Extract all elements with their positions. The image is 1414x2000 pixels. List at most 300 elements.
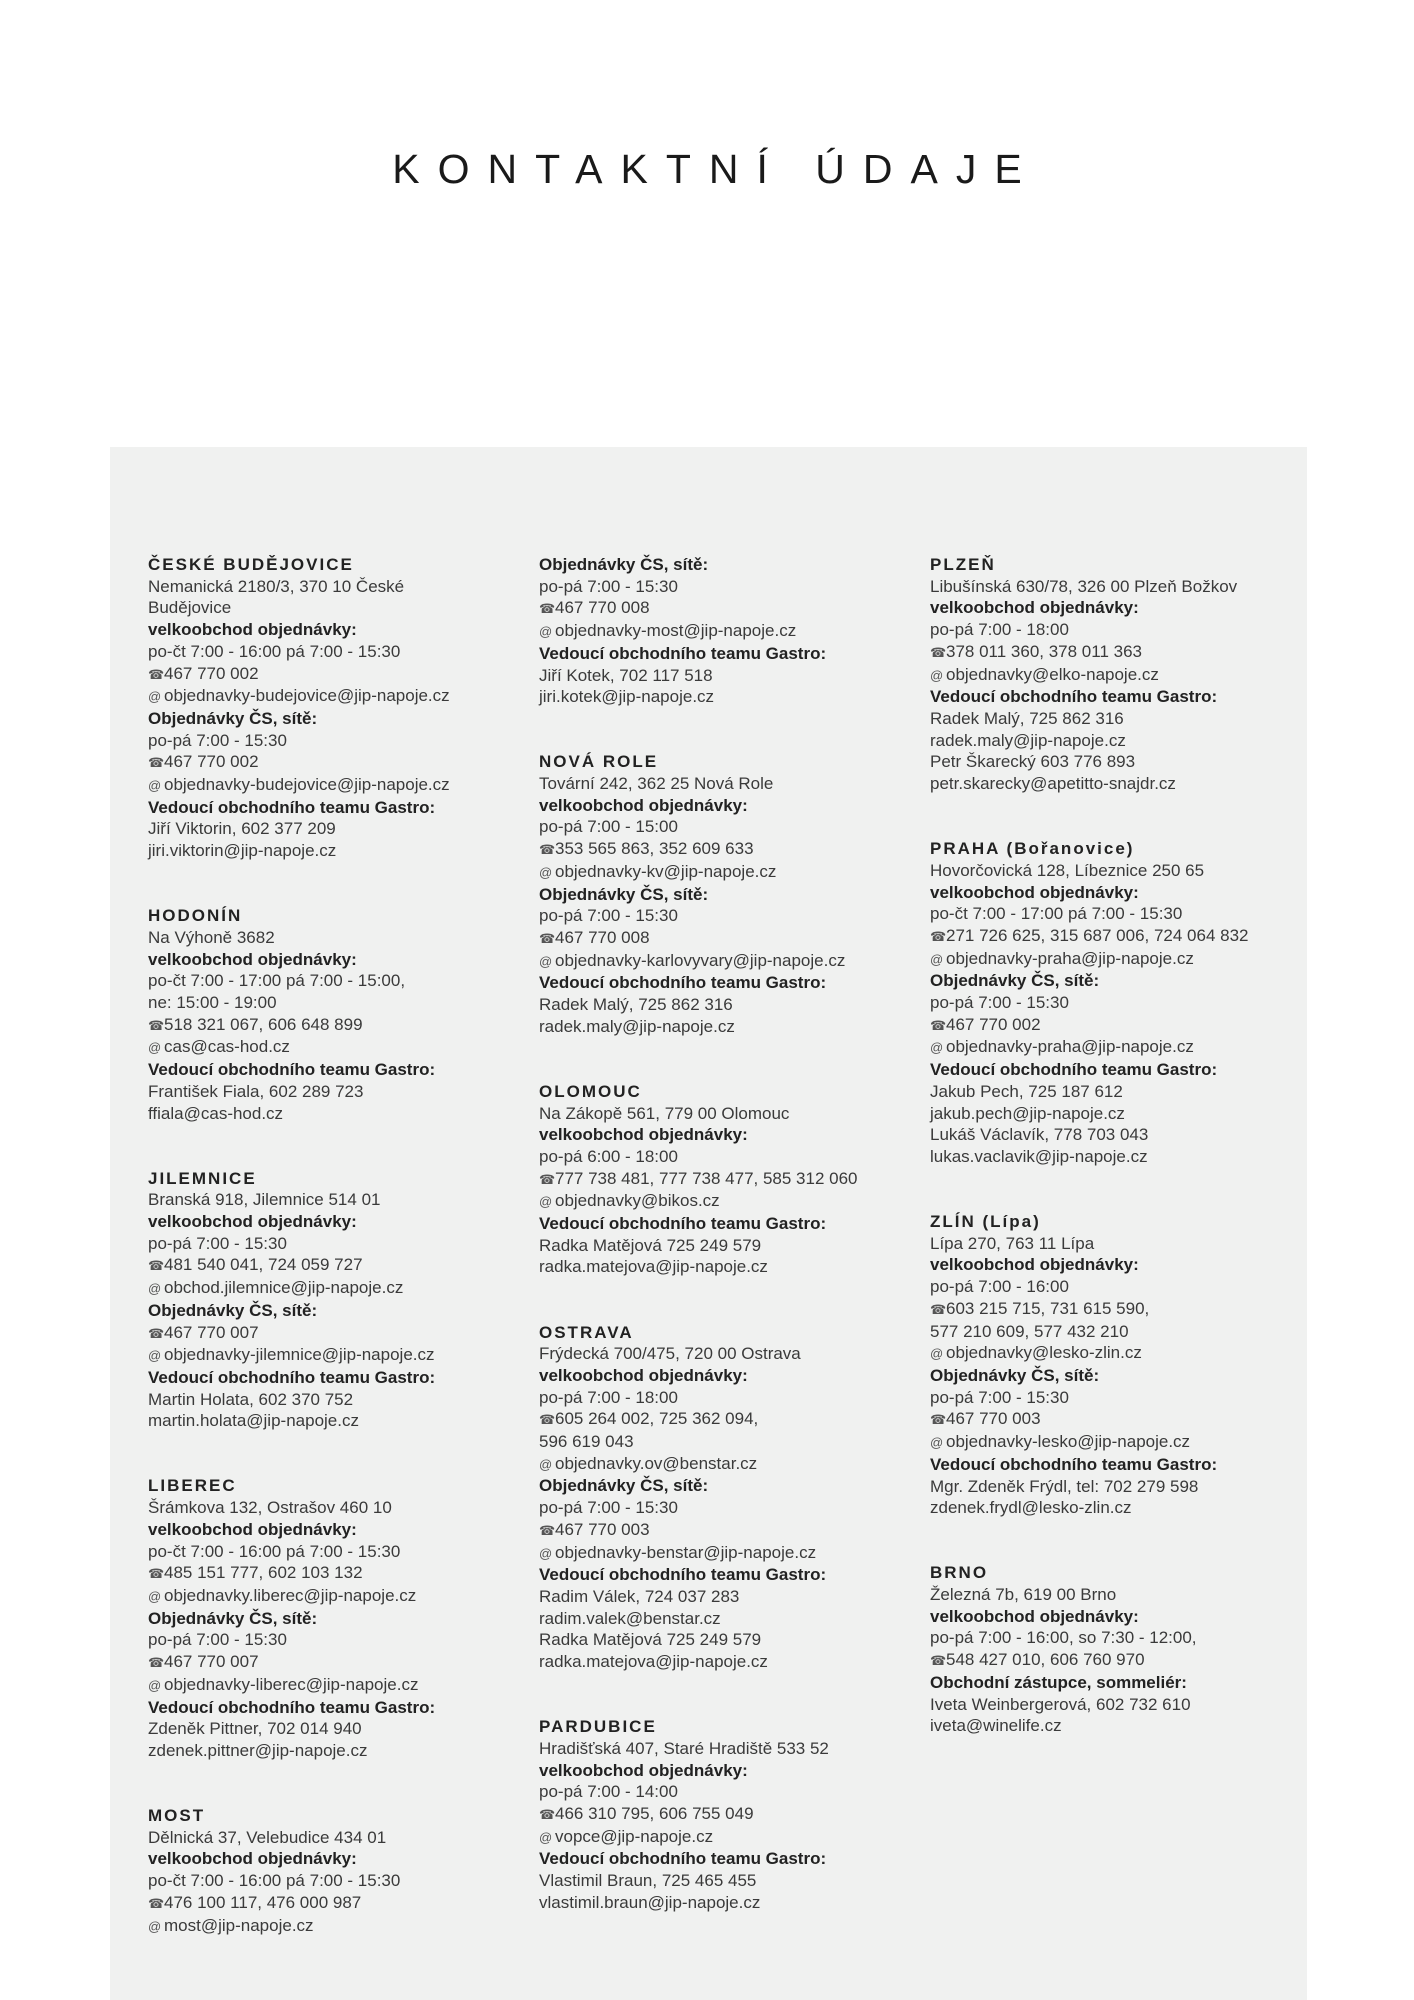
info-line (148, 1740, 528, 1762)
phone-icon: ☎ (148, 1895, 165, 1911)
contacts-column-1 (148, 554, 528, 1981)
email-line[interactable] (148, 1915, 528, 1938)
section-label (539, 643, 919, 665)
info-line-text: jiri.kotek@jip-napoje.cz (539, 687, 715, 707)
info-line-text: po-čt 7:00 - 16:00 pá 7:00 - 15:30 (148, 1541, 401, 1561)
info-line (930, 619, 1310, 641)
branch-name (539, 1716, 919, 1738)
info-line (148, 1827, 528, 1849)
section-label-text: Vedoucí obchodního teamu Gastro: (539, 1565, 827, 1585)
phone-line[interactable] (148, 663, 528, 686)
info-line-text: radka.matejova@jip-napoje.cz (539, 1257, 768, 1277)
page-title: KONTAKTNÍ ÚDAJE (392, 146, 1040, 192)
section-label-text: velkoobchod objednávky: (930, 882, 1139, 902)
info-line-text: Mgr. Zdeněk Frýdl, tel: 702 279 598 (930, 1476, 1199, 1496)
section-label (930, 1454, 1310, 1476)
info-line-text: zdenek.frydl@lesko-zlin.cz (930, 1498, 1132, 1518)
info-line-text: po-pá 7:00 - 15:30 (539, 576, 678, 596)
email-line[interactable] (148, 1585, 528, 1608)
section-label-text: Vedoucí obchodního teamu Gastro: (148, 1367, 436, 1387)
info-line (539, 1586, 919, 1608)
info-line (539, 1431, 919, 1453)
info-line (148, 1629, 528, 1651)
phone-icon: ☎ (930, 1412, 947, 1428)
section-label (930, 1606, 1310, 1628)
info-line (148, 641, 528, 663)
section-label-text: Objednávky ČS, sítě: (539, 1476, 709, 1496)
phone-icon: ☎ (539, 1171, 556, 1187)
info-line-text: Iveta Weinbergerová, 602 732 610 (930, 1694, 1191, 1714)
phone-line[interactable] (148, 751, 528, 774)
section-label-text: Vedoucí obchodního teamu Gastro: (539, 643, 827, 663)
phone-line[interactable] (539, 1408, 919, 1431)
section-label-text: velkoobchod objednávky: (539, 1365, 748, 1385)
info-line (539, 1781, 919, 1803)
info-line-text: Železná 7b, 619 00 Brno (930, 1585, 1117, 1604)
phone-line-text: 353 565 863, 352 609 633 (555, 839, 754, 859)
contact-block (148, 1168, 528, 1432)
section-label (539, 1564, 919, 1586)
section-label-text: velkoobchod objednávky: (539, 795, 748, 815)
phone-line[interactable] (539, 927, 919, 950)
info-line-text: po-čt 7:00 - 16:00 pá 7:00 - 15:30 (148, 641, 401, 661)
branch-name (148, 905, 528, 927)
email-line[interactable] (539, 950, 919, 973)
email-line[interactable] (148, 1674, 528, 1697)
branch-name (148, 1475, 528, 1497)
section-label-text: Vedoucí obchodního teamu Gastro: (148, 1060, 436, 1080)
info-line (930, 773, 1310, 795)
info-line-text: Hovorčovická 128, Líbeznice 250 65 (930, 860, 1205, 880)
phone-line[interactable] (148, 1322, 528, 1345)
phone-icon: ☎ (930, 1017, 947, 1033)
info-line-text: Jiří Kotek, 702 117 518 (539, 665, 713, 685)
section-label (539, 1475, 919, 1497)
section-label (930, 970, 1310, 992)
email-icon: @ (539, 1545, 553, 1561)
branch-name-text: JILEMNICE (148, 1168, 257, 1188)
info-line (539, 1608, 919, 1630)
email-line[interactable] (539, 1826, 919, 1849)
info-line (539, 1235, 919, 1257)
info-line-text: po-čt 7:00 - 16:00 pá 7:00 - 15:30 (148, 1871, 401, 1891)
section-label-text: velkoobchod objednávky: (930, 1606, 1139, 1626)
branch-name (539, 751, 919, 773)
info-line (148, 1718, 528, 1740)
phone-icon: ☎ (148, 1258, 165, 1274)
phone-line-text: 467 770 007 (164, 1322, 259, 1342)
info-line (148, 576, 528, 598)
info-line (539, 686, 919, 708)
info-line-text: po-pá 7:00 - 18:00 (930, 620, 1069, 640)
info-line (148, 970, 528, 992)
info-line-text: Hradišťská 407, Staré Hradiště 533 52 (539, 1738, 829, 1758)
info-line-text: vlastimil.braun@jip-napoje.cz (539, 1892, 761, 1912)
email-line[interactable] (148, 685, 528, 708)
info-line (539, 576, 919, 598)
phone-line-text: 548 427 010, 606 760 970 (946, 1650, 1145, 1670)
email-icon: @ (930, 1435, 944, 1451)
email-line[interactable] (930, 1036, 1310, 1059)
section-label-text: Objednávky ČS, sítě: (148, 1300, 318, 1320)
email-icon: @ (539, 1456, 553, 1472)
section-label-text: Vedoucí obchodního teamu Gastro: (930, 1454, 1218, 1474)
info-line (930, 1694, 1310, 1716)
info-line-text: Jakub Pech, 725 187 612 (930, 1081, 1123, 1101)
section-label (148, 949, 528, 971)
section-label (930, 1365, 1310, 1387)
info-line-text: martin.holata@jip-napoje.cz (148, 1411, 359, 1431)
info-line (930, 708, 1310, 730)
phone-line-text: 467 770 002 (946, 1014, 1041, 1034)
info-line (539, 1870, 919, 1892)
section-label-text: velkoobchod objednávky: (148, 1849, 357, 1869)
branch-name (930, 554, 1310, 576)
email-line-text: objednavky@bikos.cz (555, 1191, 720, 1211)
info-line-text: Branská 918, Jilemnice 514 01 (148, 1190, 381, 1210)
section-label-text: velkoobchod objednávky: (539, 1760, 748, 1780)
email-line[interactable] (539, 1453, 919, 1476)
info-line-text: lukas.vaclavik@jip-napoje.cz (930, 1146, 1148, 1166)
phone-line[interactable] (539, 1519, 919, 1542)
phone-line-text: 271 726 625, 315 687 006, 724 064 832 (946, 925, 1249, 945)
email-line-text: objednavky@lesko-zlin.cz (946, 1343, 1142, 1363)
branch-name-text: ČESKÉ BUDĚJOVICE (148, 555, 354, 574)
contact-block (539, 1081, 919, 1278)
phone-line-text: 485 151 777, 602 103 132 (164, 1563, 363, 1583)
section-label (930, 1254, 1310, 1276)
info-line (930, 1715, 1310, 1737)
info-line (539, 1387, 919, 1409)
phone-line-text: 467 770 002 (164, 752, 259, 772)
phone-icon: ☎ (930, 1653, 947, 1669)
phone-line[interactable] (148, 1254, 528, 1277)
info-line-text: Martin Holata, 602 370 752 (148, 1389, 354, 1409)
section-label (148, 1848, 528, 1870)
info-line-text: Budějovice (148, 598, 232, 618)
info-line-text: Na Výhoně 3682 (148, 927, 275, 947)
info-line (539, 1651, 919, 1673)
info-line (148, 1081, 528, 1103)
section-label (148, 1367, 528, 1389)
info-line (148, 818, 528, 840)
phone-icon: ☎ (539, 1412, 556, 1428)
info-line (930, 860, 1310, 882)
email-line[interactable] (539, 1542, 919, 1565)
contact-block (148, 554, 528, 862)
phone-line[interactable] (930, 1649, 1310, 1672)
contact-block (539, 1716, 919, 1913)
branch-name-text: LIBEREC (148, 1476, 237, 1496)
info-line (930, 1103, 1310, 1125)
email-line-text: objednavky.ov@benstar.cz (555, 1453, 758, 1473)
phone-icon: ☎ (539, 1522, 556, 1538)
section-label-text: velkoobchod objednávky: (930, 1255, 1139, 1275)
info-line-text: Libušínská 630/78, 326 00 Plzeň Božkov (930, 576, 1238, 596)
email-line-text: objednavky-karlovyvary@jip-napoje.cz (555, 950, 846, 970)
info-line-text: po-čt 7:00 - 17:00 pá 7:00 - 15:30 (930, 904, 1183, 924)
email-line[interactable] (148, 1036, 528, 1059)
info-line-text: radek.maly@jip-napoje.cz (930, 730, 1126, 750)
contact-block (930, 554, 1310, 795)
info-line (930, 1476, 1310, 1498)
info-line-text: po-pá 7:00 - 15:30 (539, 1498, 678, 1518)
section-label (539, 1365, 919, 1387)
phone-line-text: 476 100 117, 476 000 987 (164, 1892, 362, 1912)
contact-block (539, 1322, 919, 1673)
phone-line[interactable] (930, 925, 1310, 948)
phone-line-text: 481 540 041, 724 059 727 (164, 1255, 363, 1275)
email-icon: @ (539, 1194, 553, 1210)
info-line (148, 1103, 528, 1125)
phone-line[interactable] (539, 1803, 919, 1826)
email-line-text: objednavky-most@jip-napoje.cz (555, 621, 797, 641)
info-line (930, 1233, 1310, 1255)
info-line (148, 1497, 528, 1519)
phone-line-text: 603 215 715, 731 615 590, (946, 1298, 1150, 1318)
phone-icon: ☎ (539, 1807, 556, 1823)
info-line-text: po-pá 7:00 - 15:30 (930, 993, 1069, 1013)
info-line (539, 1103, 919, 1125)
email-icon: @ (930, 1040, 944, 1056)
section-label-text: velkoobchod objednávky: (539, 1125, 748, 1145)
email-line[interactable] (148, 1277, 528, 1300)
info-line-text: radek.maly@jip-napoje.cz (539, 1016, 735, 1036)
info-line-text: radim.valek@benstar.cz (539, 1608, 721, 1628)
branch-name (148, 1168, 528, 1190)
info-line (539, 994, 919, 1016)
section-label (148, 1300, 528, 1322)
info-line (930, 1627, 1310, 1649)
branch-name (539, 1322, 919, 1344)
phone-line[interactable] (148, 1651, 528, 1674)
section-label (930, 1059, 1310, 1081)
section-label (539, 972, 919, 994)
phone-line-text: 467 770 007 (164, 1652, 259, 1672)
email-line[interactable] (930, 948, 1310, 971)
section-label-text: Objednávky ČS, sítě: (539, 555, 709, 574)
branch-name (930, 838, 1310, 860)
phone-icon: ☎ (148, 1017, 165, 1033)
section-label (539, 554, 919, 576)
info-line-text: petr.skarecky@apetitto-snajdr.cz (930, 774, 1176, 794)
section-label-text: Vedoucí obchodního teamu Gastro: (148, 1697, 436, 1717)
phone-icon: ☎ (539, 842, 556, 858)
info-line-text: Na Zákopě 561, 779 00 Olomouc (539, 1103, 790, 1123)
info-line-text: 596 619 043 (539, 1432, 634, 1452)
info-line (930, 1584, 1310, 1606)
section-label-text: velkoobchod objednávky: (148, 949, 357, 969)
info-line (148, 597, 528, 619)
section-label (930, 882, 1310, 904)
section-label-text: Obchodní zástupce, sommeliér: (930, 1672, 1187, 1692)
info-line (930, 751, 1310, 773)
email-line-text: objednavky-jilemnice@jip-napoje.cz (164, 1345, 435, 1365)
phone-line[interactable] (930, 641, 1310, 664)
section-label-text: Objednávky ČS, sítě: (930, 971, 1100, 991)
phone-line-text: 777 738 481, 777 738 477, 585 312 060 (555, 1168, 858, 1188)
email-icon: @ (539, 624, 553, 640)
section-label (148, 619, 528, 641)
info-line (930, 1276, 1310, 1298)
contacts-column-3 (930, 554, 1310, 1780)
email-line-text: objednavky-budejovice@jip-napoje.cz (164, 686, 450, 706)
email-line-text: objednavky-benstar@jip-napoje.cz (555, 1542, 817, 1562)
email-line[interactable] (930, 664, 1310, 687)
phone-line-text: 378 011 360, 378 011 363 (946, 641, 1142, 661)
info-line-text: Radka Matějová 725 249 579 (539, 1235, 762, 1255)
info-line (539, 1629, 919, 1651)
email-line[interactable] (539, 1190, 919, 1213)
email-line-text: cas@cas-hod.cz (164, 1037, 290, 1057)
email-icon: @ (148, 1589, 162, 1604)
section-label-text: Vedoucí obchodního teamu Gastro: (930, 1060, 1218, 1080)
info-line (148, 1410, 528, 1432)
section-label (539, 1213, 919, 1235)
email-icon: @ (148, 778, 162, 794)
email-icon: @ (539, 953, 553, 969)
phone-icon: ☎ (148, 1325, 165, 1341)
phone-line[interactable] (930, 1014, 1310, 1037)
info-line-text: po-pá 7:00 - 15:30 (148, 1233, 287, 1253)
info-line (539, 816, 919, 838)
contact-block (148, 1475, 528, 1761)
section-label-text: Vedoucí obchodního teamu Gastro: (539, 1849, 827, 1869)
branch-name (930, 1211, 1310, 1233)
phone-line-text: 518 321 067, 606 648 899 (164, 1014, 363, 1034)
info-line-text: Tovární 242, 362 25 Nová Role (539, 774, 774, 794)
branch-name-text: PRAHA (Bořanovice) (930, 839, 1135, 859)
phone-icon: ☎ (930, 1301, 947, 1317)
branch-name-text: MOST (148, 1806, 206, 1826)
info-line (539, 1892, 919, 1914)
section-label-text: Objednávky ČS, sítě: (930, 1365, 1100, 1385)
branch-name-text: PARDUBICE (539, 1717, 657, 1737)
info-line-text: zdenek.pittner@jip-napoje.cz (148, 1740, 368, 1760)
email-line-text: vopce@jip-napoje.cz (555, 1826, 714, 1846)
info-line-text: Radim Válek, 724 037 283 (539, 1587, 740, 1606)
contact-block (539, 554, 919, 708)
info-line (148, 1189, 528, 1211)
phone-line-text: 467 770 003 (555, 1519, 650, 1539)
phone-icon: ☎ (930, 644, 947, 660)
section-label-text: Objednávky ČS, sítě: (148, 1608, 318, 1628)
info-line-text: Jiří Viktorin, 602 377 209 (148, 819, 336, 839)
email-line[interactable] (539, 861, 919, 884)
email-icon: @ (148, 689, 162, 705)
info-line-text: Lukáš Václavík, 778 703 043 (930, 1125, 1149, 1145)
section-label (930, 1672, 1310, 1694)
info-line-text: po-pá 7:00 - 15:30 (148, 1630, 287, 1650)
info-line (148, 730, 528, 752)
phone-line-text: 467 770 008 (555, 927, 650, 947)
phone-line[interactable] (930, 1408, 1310, 1431)
info-line-text: Radka Matějová 725 249 579 (539, 1630, 762, 1650)
email-line-text: objednavky-kv@jip-napoje.cz (555, 861, 777, 881)
section-label (539, 884, 919, 906)
phone-line[interactable] (148, 1014, 528, 1037)
email-line[interactable] (930, 1431, 1310, 1454)
info-line-text: po-čt 7:00 - 17:00 pá 7:00 - 15:00, (148, 971, 406, 991)
branch-name (539, 1081, 919, 1103)
phone-line[interactable] (930, 1298, 1310, 1321)
email-line-text: objednavky-praha@jip-napoje.cz (946, 948, 1194, 968)
email-line[interactable] (148, 1344, 528, 1367)
info-line-text: 577 210 609, 577 432 210 (930, 1321, 1129, 1341)
contacts-column-2 (539, 554, 919, 1957)
section-label-text: velkoobchod objednávky: (930, 598, 1139, 618)
section-label-text: Objednávky ČS, sítě: (539, 884, 709, 904)
branch-name-text: OLOMOUC (539, 1081, 642, 1101)
section-label (148, 797, 528, 819)
info-line-text: po-pá 7:00 - 18:00 (539, 1387, 678, 1407)
email-line[interactable] (930, 1342, 1310, 1365)
phone-line[interactable] (148, 1892, 528, 1915)
email-icon: @ (148, 1040, 162, 1056)
info-line (930, 730, 1310, 752)
phone-line[interactable] (539, 1168, 919, 1191)
phone-line[interactable] (539, 597, 919, 620)
info-line (930, 903, 1310, 925)
info-line (930, 576, 1310, 598)
branch-name-text: BRNO (930, 1563, 989, 1583)
section-label-text: Objednávky ČS, sítě: (148, 708, 318, 728)
phone-icon: ☎ (148, 666, 165, 682)
section-label (930, 597, 1310, 619)
info-line (930, 1387, 1310, 1409)
branch-name (148, 1805, 528, 1827)
email-icon: @ (930, 951, 944, 967)
email-line-text: objednavky-praha@jip-napoje.cz (946, 1037, 1194, 1057)
phone-icon: ☎ (148, 1655, 165, 1671)
info-line (148, 992, 528, 1014)
section-label-text: Vedoucí obchodního teamu Gastro: (148, 797, 436, 817)
email-line-text: obchod.jilemnice@jip-napoje.cz (164, 1278, 404, 1298)
phone-icon: ☎ (148, 755, 165, 771)
email-line-text: objednavky@elko-napoje.cz (946, 664, 1159, 684)
info-line (930, 1146, 1310, 1168)
info-line (148, 1541, 528, 1563)
branch-name-text: NOVÁ ROLE (539, 752, 659, 772)
section-label (148, 1519, 528, 1541)
branch-name (148, 554, 528, 576)
info-line (539, 1343, 919, 1365)
info-line-text: po-pá 6:00 - 18:00 (539, 1146, 678, 1166)
phone-line-text: 467 770 002 (164, 663, 259, 683)
info-line-text: Šrámkova 132, Ostrašov 460 10 (148, 1498, 392, 1518)
phone-line-text: 467 770 003 (946, 1409, 1041, 1429)
branch-name-text: PLZEŇ (930, 555, 996, 574)
email-line[interactable] (539, 620, 919, 643)
info-line (539, 1738, 919, 1760)
info-line (148, 1870, 528, 1892)
phone-icon: ☎ (539, 601, 556, 617)
info-line-text: po-pá 7:00 - 14:00 (539, 1782, 678, 1802)
info-line-text: Zdeněk Pittner, 702 014 940 (148, 1719, 362, 1739)
info-line (148, 927, 528, 949)
phone-line[interactable] (148, 1562, 528, 1585)
info-line-text: po-pá 7:00 - 16:00 (930, 1277, 1069, 1297)
email-line[interactable] (148, 774, 528, 797)
info-line (539, 1146, 919, 1168)
section-label-text: Vedoucí obchodního teamu Gastro: (539, 973, 827, 993)
phone-line-text: 466 310 795, 606 755 049 (555, 1804, 754, 1824)
email-line-text: objednavky-budejovice@jip-napoje.cz (164, 775, 450, 795)
phone-line[interactable] (539, 838, 919, 861)
info-line-text: ffiala@cas-hod.cz (148, 1103, 284, 1123)
info-line-text: Dělnická 37, Velebudice 434 01 (148, 1827, 387, 1847)
info-line-text: Radek Malý, 725 862 316 (539, 995, 733, 1015)
